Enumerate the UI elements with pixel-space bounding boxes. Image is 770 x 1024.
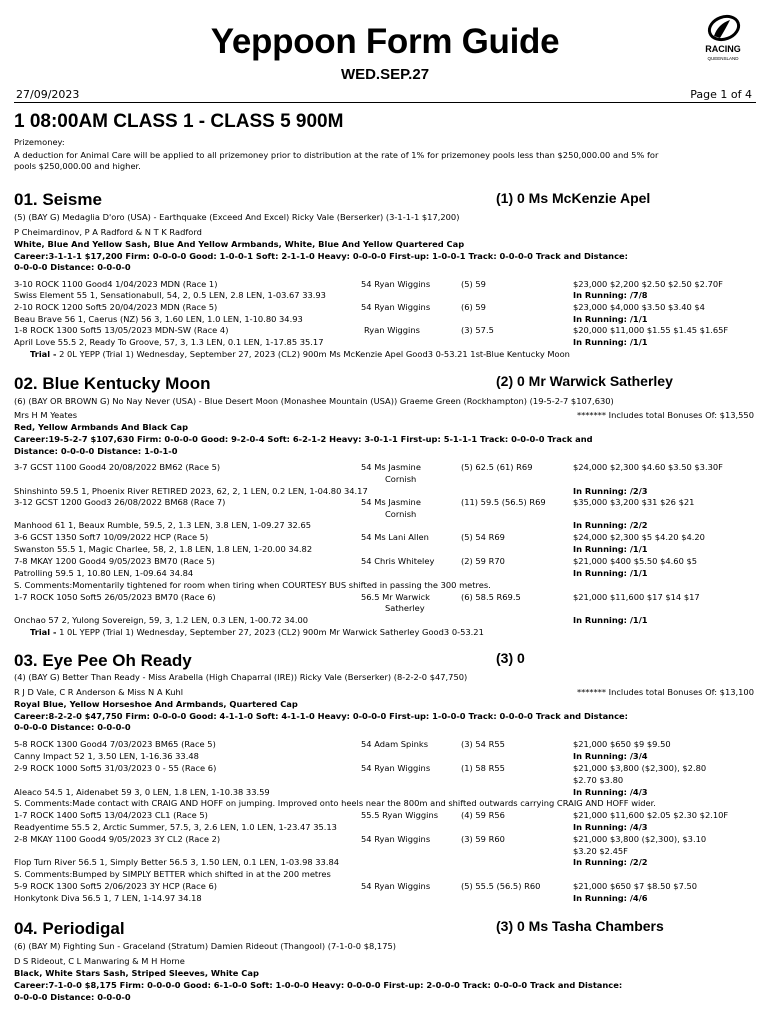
start-jockey: 54 Ryan Wiggins (361, 834, 431, 844)
start-barrier: (3) 54 R55 (461, 739, 505, 749)
start-jockey: Cornish (385, 509, 417, 519)
stewards-comment: S. Comments:Made contact with CRAIG AND HOFF on jumping. Improved onto heels near the 800m and shifted outwards carrying CRAIG AND HOFF wider. (14, 798, 656, 808)
runner-breeding: (4) (BAY G) Better Than Ready - Miss Arabella (High Chaparral (IRE)) Ricky Vale (Berserker) (8-2-2-0 $47,750) (14, 672, 468, 682)
start-prize: $21,000 $11,600 $17 $14 $17 (573, 592, 700, 602)
runner-colours: Royal Blue, Yellow Horseshoe And Armbands, Quartered Cap (14, 699, 298, 709)
logo-subtext: QUEENSLAND (707, 56, 739, 61)
start-barrier: (5) 54 R69 (461, 532, 505, 542)
start-prize: $35,000 $3,200 $31 $26 $21 (573, 497, 695, 507)
runner-owners: Mrs H M Yeates (14, 410, 78, 420)
runner-breeding: (5) (BAY G) Medaglia D'oro (USA) - Earthquake (Exceed And Excel) Ricky Vale (Berserker) (3-1-1-1 $17,200) (14, 212, 460, 222)
start-barrier: (5) 59 (461, 279, 486, 289)
start-run: 5-8 ROCK 1300 Good4 7/03/2023 BM65 (Race 5) (14, 739, 216, 749)
runner-career: Career:8-2-2-0 $47,750 Firm: 0-0-0-0 Good: 4-1-1-0 Soft: 4-1-1-0 Heavy: 0-0-0-0 First-up: 1-0-0-0 Track: 0-0-0-0 Track and Distance: (14, 711, 628, 721)
start-barrier: (5) 62.5 (61) R69 (461, 462, 533, 472)
runner-colours: Red, Yellow Armbands And Black Cap (14, 422, 189, 432)
start-run: 1-8 ROCK 1300 Soft5 13/05/2023 MDN-SW (Race 4) (14, 325, 229, 335)
runner-colours: White, Blue And Yellow Sash, Blue And Yellow Armbands, White, Blue And Yellow Quartered Cap (14, 239, 465, 249)
start-barrier: (2) 59 R70 (461, 556, 505, 566)
start-prize: $23,000 $4,000 $3.50 $3.40 $4 (573, 302, 705, 312)
start-barrier: (11) 59.5 (56.5) R69 (461, 497, 546, 507)
start-prize: $21,000 $3,800 ($2,300), $2.80 (573, 763, 707, 773)
runner-breeding: (6) (BAY OR BROWN G) No Nay Never (USA) - Blue Desert Moon (Monashee Mountain (USA)) Graeme Green (Rockhampton) (19-5-2-7 $107,630) (14, 396, 614, 406)
start-in-running: In Running: /3/4 (573, 751, 648, 761)
trial-label: Trial - (30, 627, 57, 637)
trial-line (30, 349, 570, 360)
start-prize: $21,000 $11,600 $2.05 $2.30 $2.10F (573, 810, 729, 820)
start-jockey: 54 Ryan Wiggins (361, 763, 431, 773)
horse-head-icon (696, 12, 750, 64)
start-jockey: 55.5 Ryan Wiggins (361, 810, 439, 820)
start-jockey: Ryan Wiggins (364, 325, 420, 335)
runner-career: Career:7-1-0-0 $8,175 Firm: 0-0-0-0 Good: 6-1-0-0 Soft: 1-0-0-0 Heavy: 0-0-0-0 First-up: 2-0-0-0 Track: 0-0-0-0 Track and Distance: (14, 980, 623, 990)
start-jockey: 54 Ms Jasmine (361, 497, 421, 507)
start-in-running: In Running: /1/1 (573, 544, 648, 554)
start-jockey: Satherley (385, 603, 425, 613)
start-in-running: In Running: /2/2 (573, 857, 648, 867)
runner-colours: Black, White Stars Sash, Striped Sleeves, White Cap (14, 968, 259, 978)
start-placings: Honkytonk Diva 56.5 1, 7 LEN, 1-14.97 34.18 (14, 893, 202, 903)
runner-barrier-jockey: (1) 0 Ms McKenzie Apel (496, 190, 651, 206)
start-run: 5-9 ROCK 1300 Soft5 2/06/2023 3Y HCP (Race 6) (14, 881, 217, 891)
start-placings: Manhood 61 1, Beaux Rumble, 59.5, 2, 1.3 LEN, 3.8 LEN, 1-09.27 32.65 (14, 520, 312, 530)
start-barrier: (1) 58 R55 (461, 763, 505, 773)
runner-barrier-jockey: (2) 0 Mr Warwick Satherley (496, 373, 673, 389)
start-prize: $24,000 $2,300 $4.60 $3.50 $3.30F (573, 462, 723, 472)
start-jockey: 54 Ryan Wiggins (361, 279, 431, 289)
stewards-comment: S. Comments:Bumped by SIMPLY BETTER which shifted in at the 200 metres (14, 869, 331, 879)
start-prize: $21,000 $650 $7 $8.50 $7.50 (573, 881, 698, 891)
start-in-running: In Running: /1/1 (573, 568, 648, 578)
start-jockey: Cornish (385, 474, 417, 484)
print-date: 27/09/2023 (16, 88, 80, 101)
trial-line (30, 627, 484, 638)
start-barrier: (6) 58.5 R69.5 (461, 592, 521, 602)
start-run: 3-12 GCST 1200 Good3 26/08/2022 BM68 (Race 7) (14, 497, 226, 507)
start-jockey: 54 Ms Lani Allen (361, 532, 429, 542)
start-jockey: 56.5 Mr Warwick (361, 592, 430, 602)
race-heading: 1 08:00AM CLASS 1 - CLASS 5 900M (14, 111, 344, 132)
prizemoney-note: A deduction for Animal Care will be applied to all prizemoney prior to distribution at the rate of 1% for prizemoney pools less than $250,000.00 and 5% for (14, 150, 659, 160)
start-jockey: 54 Ryan Wiggins (361, 881, 431, 891)
start-jockey: 54 Adam Spinks (361, 739, 429, 749)
runner-career: Career:3-1-1-1 $17,200 Firm: 0-0-0-0 Good: 1-0-0-1 Soft: 2-1-1-0 Heavy: 0-0-0-0 First-up: 1-0-0-1 Track: 0-0-0-0 Track and Distance: (14, 251, 628, 261)
prizemoney-label: Prizemoney: (14, 137, 65, 147)
runner-bonus: ******* Includes total Bonuses Of: $13,100 (576, 687, 754, 697)
start-run: 3-7 GCST 1100 Good4 20/08/2022 BM62 (Race 5) (14, 462, 221, 472)
racing-queensland-logo (696, 12, 750, 64)
start-placings: Patrolling 59.5 1, 10.80 LEN, 1-09.64 34.84 (14, 568, 194, 578)
trial-text: 1 0L YEPP (Trial 1) Wednesday, September 27, 2023 (CL2) 900m Mr Warwick Satherley Good3 0-53.21 (59, 627, 484, 637)
start-jockey: 54 Ms Jasmine (361, 462, 421, 472)
start-prize: $24,000 $2,300 $5 $4.20 $4.20 (573, 532, 705, 542)
start-placings: Swanston 55.5 1, Magic Charlee, 58, 2, 1.8 LEN, 1.8 LEN, 1-20.00 34.82 (14, 544, 313, 554)
start-run: 3-6 GCST 1350 Soft7 10/09/2022 HCP (Race 5) (14, 532, 209, 542)
prizemoney-note: pools $250,000.00 and higher. (14, 161, 141, 171)
start-prize: $23,000 $2,200 $2.50 $2.50 $2.70F (573, 279, 723, 289)
runner-barrier-jockey: (3) 0 Ms Tasha Chambers (496, 918, 664, 934)
start-placings: April Love 55.5 2, Ready To Groove, 57, 3, 1.3 LEN, 0.1 LEN, 1-17.85 35.17 (14, 337, 324, 347)
trial-text: 2 0L YEPP (Trial 1) Wednesday, September 27, 2023 (CL2) 900m Ms McKenzie Apel Good3 0-53.21 1st-Blue Kentucky Moon (59, 349, 570, 359)
runner-name: 02. Blue Kentucky Moon (14, 374, 211, 393)
runner-owners: P Cheimardinov, P A Radford & N T K Radford (14, 227, 202, 237)
runner-barrier-jockey: (3) 0 (496, 650, 525, 666)
start-run: 1-7 ROCK 1050 Soft5 26/05/2023 BM70 (Race 6) (14, 592, 216, 602)
start-placings: Swiss Element 55 1, Sensationabull, 54, 2, 0.5 LEN, 2.8 LEN, 1-03.67 33.93 (14, 290, 326, 300)
runner-career: 0-0-0-0 Distance: 0-0-0-0 (14, 992, 131, 1002)
runner-career: 0-0-0-0 Distance: 0-0-0-0 (14, 262, 131, 272)
start-placings: Readyentime 55.5 2, Arctic Summer, 57.5, 3, 2.6 LEN, 1.0 LEN, 1-23.47 35.13 (14, 822, 337, 832)
start-barrier: (3) 59 R60 (461, 834, 505, 844)
start-in-running: In Running: /1/1 (573, 314, 648, 324)
start-prize: $21,000 $3,800 ($2,300), $3.10 (573, 834, 707, 844)
start-run: 3-10 ROCK 1100 Good4 1/04/2023 MDN (Race 1) (14, 279, 218, 289)
header-divider (14, 102, 756, 103)
start-placings: Flop Turn River 56.5 1, Simply Better 56.5 3, 1.50 LEN, 0.1 LEN, 1-03.98 33.84 (14, 857, 340, 867)
start-jockey: 54 Ryan Wiggins (361, 302, 431, 312)
start-in-running: In Running: /2/3 (573, 486, 648, 496)
start-prize: $20,000 $11,000 $1.55 $1.45 $1.65F (573, 325, 729, 335)
start-run: 7-8 MKAY 1200 Good4 9/05/2023 BM70 (Race 5) (14, 556, 215, 566)
race-day-date: WED.SEP.27 (340, 66, 430, 83)
start-run: 2-8 MKAY 1100 Good4 9/05/2023 3Y CL2 (Race 2) (14, 834, 221, 844)
trial-label: Trial - (30, 349, 57, 359)
start-barrier: (3) 57.5 (461, 325, 494, 335)
start-run: 2-9 ROCK 1000 Soft5 31/03/2023 0 - 55 (Race 6) (14, 763, 217, 773)
start-run: 1-7 ROCK 1400 Soft5 13/04/2023 CL1 (Race 5) (14, 810, 208, 820)
start-placings: Shinshinto 59.5 1, Phoenix River RETIRED 2023, 62, 2, 1 LEN, 0.2 LEN, 1-04.80 34.17 (14, 486, 368, 496)
start-in-running: In Running: /4/6 (573, 893, 648, 903)
start-prize: $21,000 $650 $9 $9.50 (573, 739, 671, 749)
runner-name: 01. Seisme (14, 190, 102, 209)
start-barrier: (5) 55.5 (56.5) R60 (461, 881, 541, 891)
runner-career: Career:19-5-2-7 $107,630 Firm: 0-0-0-0 Good: 9-2-0-4 Soft: 6-2-1-2 Heavy: 3-0-1-1 First-up: 5-1-1-1 Track: 0-0-0-0 Track and (14, 434, 593, 444)
start-prize: $2.70 $3.80 (573, 775, 624, 785)
runner-bonus: ******* Includes total Bonuses Of: $13,550 (576, 410, 754, 420)
document-title: Yeppoon Form Guide (210, 22, 560, 61)
start-barrier: (6) 59 (461, 302, 486, 312)
start-placings: Onchao 57 2, Yulong Sovereign, 59, 3, 1.2 LEN, 0.3 LEN, 1-00.72 34.00 (14, 615, 309, 625)
start-in-running: In Running: /2/2 (573, 520, 648, 530)
runner-name: 03. Eye Pee Oh Ready (14, 651, 192, 670)
runner-career: 0-0-0-0 Distance: 0-0-0-0 (14, 722, 131, 732)
start-in-running: In Running: /7/8 (573, 290, 648, 300)
page-number: Page 1 of 4 (690, 88, 752, 101)
logo-wordmark: RACING (705, 44, 741, 54)
runner-owners: R J D Vale, C R Anderson & Miss N A Kuhl (14, 687, 184, 697)
runner-name: 04. Periodigal (14, 919, 125, 938)
start-barrier: (4) 59 R56 (461, 810, 505, 820)
stewards-comment: S. Comments:Momentarily tightened for room when tiring when COURTESY BUS shifted in passing the 300 metres. (14, 580, 491, 590)
runner-breeding: (6) (BAY M) Fighting Sun - Graceland (Stratum) Damien Rideout (Thangool) (7-1-0-0 $8,175) (14, 941, 396, 951)
start-jockey: 54 Chris Whiteley (361, 556, 435, 566)
start-in-running: In Running: /1/1 (573, 615, 648, 625)
start-prize: $21,000 $400 $5.50 $4.60 $5 (573, 556, 698, 566)
start-in-running: In Running: /4/3 (573, 787, 648, 797)
start-prize: $3.20 $2.45F (573, 846, 628, 856)
start-in-running: In Running: /1/1 (573, 337, 648, 347)
start-placings: Beau Brave 56 1, Caerus (NZ) 56 3, 1.60 LEN, 1.0 LEN, 1-10.80 34.93 (14, 314, 303, 324)
start-placings: Canny Impact 52 1, 3.50 LEN, 1-16.36 33.48 (14, 751, 199, 761)
runner-career: Distance: 0-0-0-0 Distance: 1-0-1-0 (14, 446, 178, 456)
start-placings: Aleaco 54.5 1, Aidenabet 59 3, 0 LEN, 1.8 LEN, 1-10.38 33.59 (14, 787, 270, 797)
start-in-running: In Running: /4/3 (573, 822, 648, 832)
start-run: 2-10 ROCK 1200 Soft5 20/04/2023 MDN (Race 5) (14, 302, 218, 312)
runner-owners: D S Rideout, C L Manwaring & M H Horne (14, 956, 185, 966)
